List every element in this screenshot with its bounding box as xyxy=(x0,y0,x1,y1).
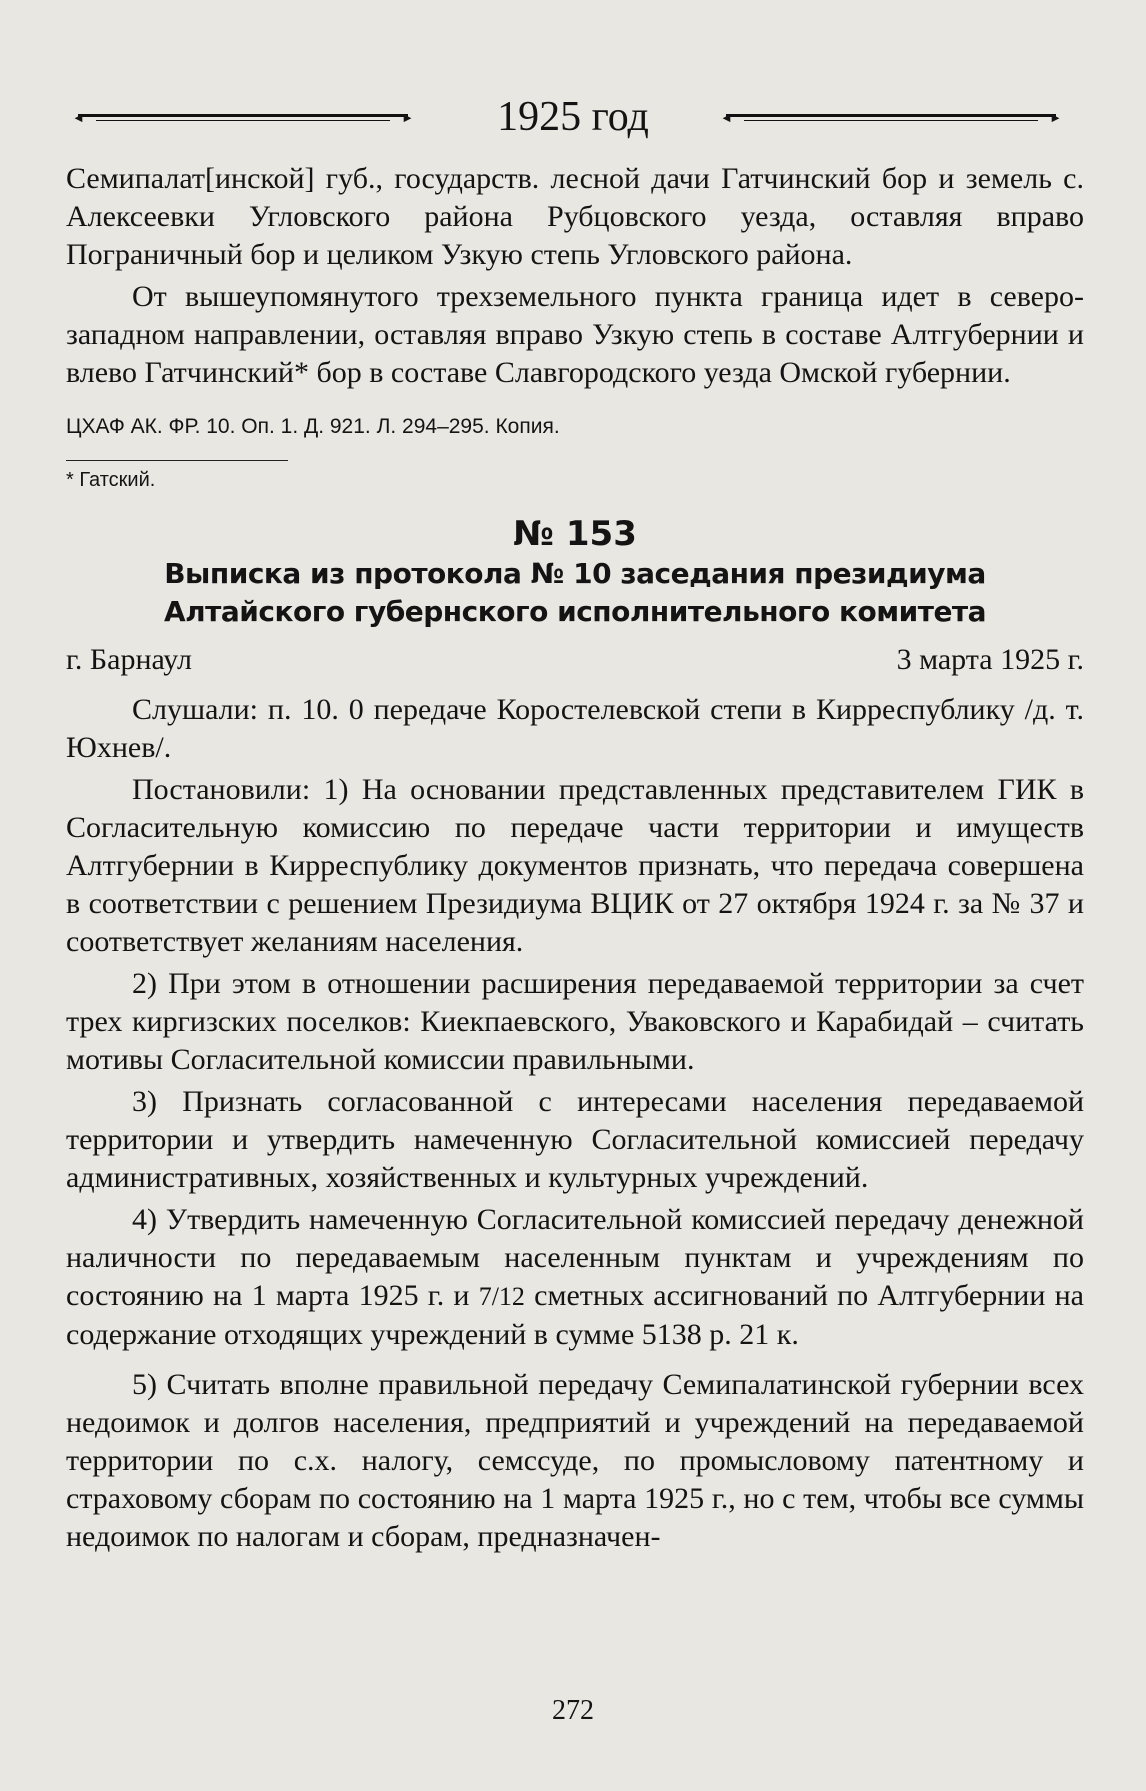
page-header xyxy=(0,92,1146,152)
footnote: * Гатский. xyxy=(66,469,156,491)
decided-item-4-text-a: 4) Утвердить намеченную Согласительной комиссией передачу денежной наличности по передаваемым населенным пунктам и учреждениям по состоянию на 1 марта 1925 г. и xyxy=(66,1203,1084,1312)
document-date: 3 марта 1925 г. xyxy=(896,643,1084,676)
document-title-line-2: Алтайского губернского исполнительного комитета xyxy=(163,595,987,628)
border-paragraph: От вышеупомянутого трехземельного пункта граница идет в северо-западном направлении, оставляя вправо Узкую степь в составе Алтгубернии и влево Гатчинский* бор в составе Славгородского уезда Омской губернии. xyxy=(66,280,1084,389)
document-number: № 153 xyxy=(513,514,637,554)
document-place: г. Барнаул xyxy=(66,643,192,676)
decorative-rule-left: ◄ ► xyxy=(72,110,414,125)
place-date-line xyxy=(66,641,1084,679)
archive-source: ЦХАФ АК. ФР. 10. Оп. 1. Д. 921. Л. 294–295. Копия. xyxy=(66,415,560,438)
running-head: 1925 год xyxy=(497,94,649,140)
decided-item-2: 2) При этом в отношении расширения передаваемой территории за счет трех киргизских поселков: Киекпаевского, Уваковского и Карабидай – считать мотивы Согласительной комиссии правильными. xyxy=(66,967,1084,1076)
decorative-rule-right: ◄ ► xyxy=(720,110,1062,125)
fraction-seven-twelfths: 7/12 xyxy=(478,1282,525,1311)
heard-paragraph: Слушали: п. 10. 0 передаче Коростелевской степи в Кирреспублику /д. т. Юхнев/. xyxy=(66,693,1084,764)
decided-item-3: 3) Признать согласованной с интересами населения передаваемой территории и утвердить намеченную Согласительной комиссией передачу административных, хозяйственных и культурных учреждений. xyxy=(66,1085,1084,1194)
continued-paragraph: Семипалат[инской] губ., государств. лесной дачи Гатчинский бор и земель с. Алексеевки Угловского района Рубцовского уезда, оставляя вправо Пограничный бор и целиком Узкую степь Угловского района. xyxy=(66,162,1084,271)
decided-item-5: 5) Считать вполне правильной передачу Семипалатинской губернии всех недоимок и долгов населения, предприятий и учреждений на передаваемой территории по с.х. налогу, семссуде, по промысловому патентному и страховому сборам по состоянию на 1 марта 1925 г., но с тем, чтобы все суммы недоимок по налогам и сборам, предназначен- xyxy=(66,1368,1084,1553)
decided-item-4 xyxy=(66,1201,1084,1354)
page-body xyxy=(66,160,1084,1556)
page-number: 272 xyxy=(552,1695,594,1726)
decided-item-1: Постановили: 1) На основании представленных представителем ГИК в Согласительную комиссию по передаче части территории и имуществ Алтгубернии в Кирреспублику документов признать, что передача совершена в соответствии с решением Президиума ВЦИК от 27 октября 1924 г. за № 37 и соответствует желаниям населения. xyxy=(66,773,1084,958)
decided-item-4-text-b: сметных ассигнований по Алтгубернии на содержание отходящих учреждений в сумме 5138 р. 21 к. xyxy=(66,1279,1084,1351)
document-title-line-1: Выписка из протокола № 10 заседания президиума xyxy=(164,557,986,590)
footnote-rule xyxy=(66,460,288,461)
